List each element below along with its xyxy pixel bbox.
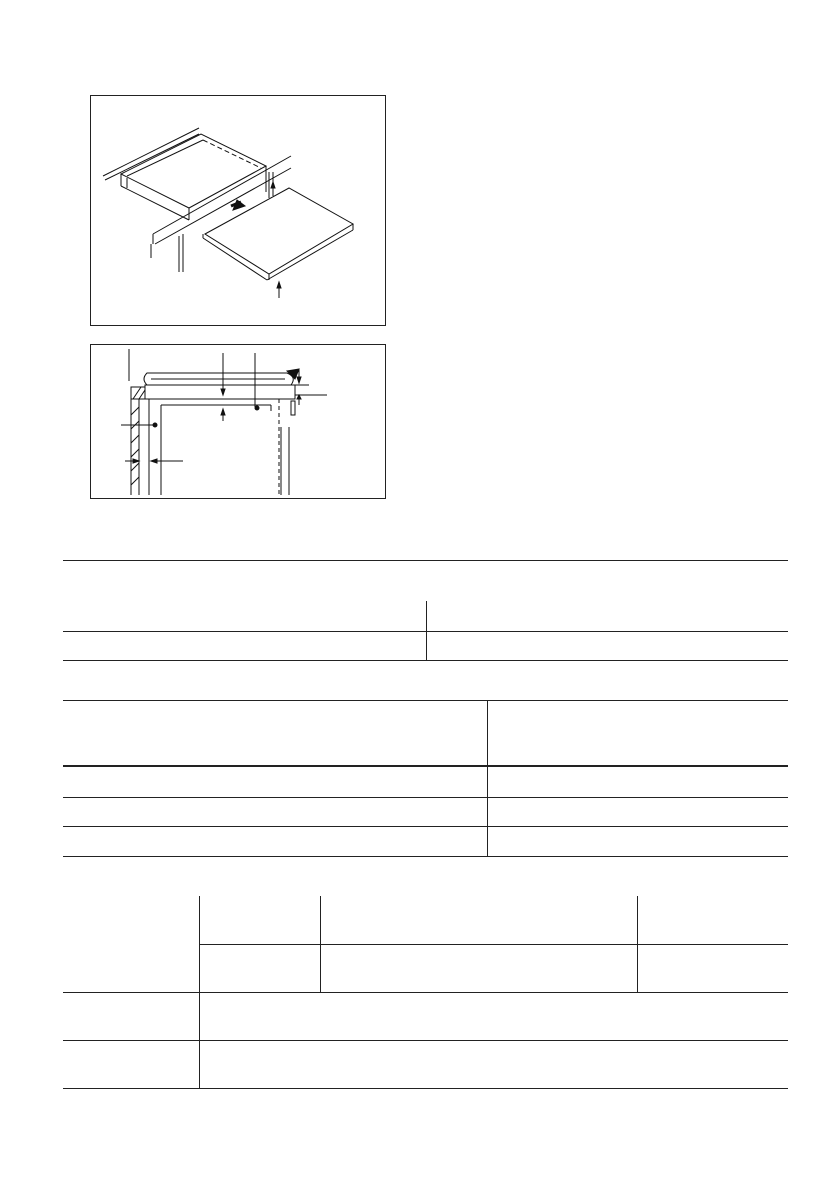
table-2-top-border: [63, 700, 788, 701]
table-3-header-divider: [63, 992, 788, 993]
table-3-subheader-divider: [199, 944, 788, 945]
installation-figure-section: [90, 344, 386, 499]
table-1-bottom-border: [63, 660, 788, 661]
hob-insertion-drawing: [91, 96, 387, 327]
section-divider: [63, 560, 788, 561]
table-2-bottom-border: [63, 856, 788, 857]
hob-cross-section-drawing: [91, 345, 387, 500]
table-1-row-divider: [63, 631, 788, 632]
installation-figure-top: [90, 95, 386, 326]
table-2-header-divider: [63, 765, 788, 767]
table-2-row-divider: [63, 797, 788, 798]
table-3-bottom-border: [63, 1088, 788, 1089]
table-2-column-divider: [487, 701, 488, 856]
table-2-row-divider: [63, 826, 788, 827]
table-3-row-divider: [63, 1040, 788, 1041]
